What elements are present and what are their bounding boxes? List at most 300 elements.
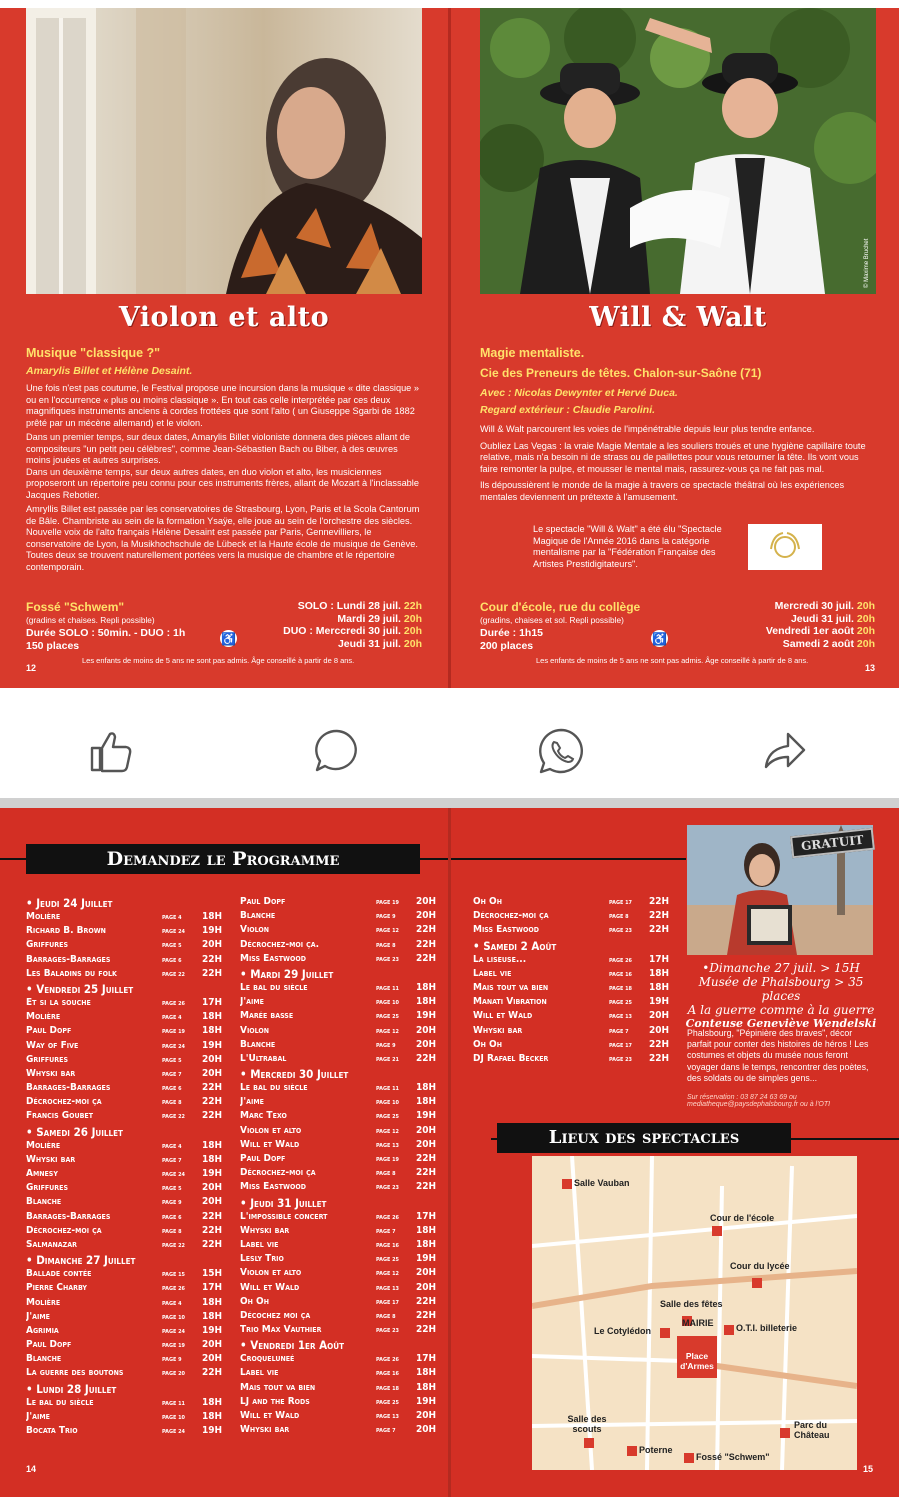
page-ref: PAGE 12 [376, 1128, 399, 1135]
show-name: Violon et alto [240, 1124, 302, 1136]
venue-marker [752, 1278, 762, 1288]
show-name: Whyski bar [26, 1067, 76, 1079]
map-label-poterne: Poterne [639, 1445, 673, 1455]
show-time: 22H [648, 1038, 669, 1050]
show-name: Will et Wald [240, 1281, 300, 1293]
page-ref: PAGE 26 [162, 1000, 185, 1007]
venue-marker [660, 1328, 670, 1338]
show-time: 22H [415, 924, 436, 936]
programme-row [240, 1010, 436, 1024]
page-ref: PAGE 4 [162, 1015, 182, 1022]
show-name: L'impossible concert [240, 1210, 328, 1222]
show-time: 20H [415, 1267, 436, 1279]
show-time: 18H [201, 1153, 222, 1165]
desc-para-1: Will & Walt parcourent les voies de l'impénétrable depuis leur plus tendre enfance. [480, 424, 815, 434]
show-name: Label vie [240, 1238, 279, 1250]
venues-map [532, 1156, 857, 1470]
show-time: 22H [201, 967, 222, 979]
page-ref: PAGE 6 [162, 1214, 182, 1221]
show-name: Francis Goubet [26, 1110, 94, 1122]
page-ref: PAGE 5 [162, 1057, 182, 1064]
page-ref: PAGE 11 [376, 1086, 399, 1093]
show-time: 22H [415, 1324, 436, 1336]
show-time: 20H [201, 1196, 222, 1208]
show-name: J'aime [240, 1096, 264, 1108]
programme-row [240, 1125, 436, 1139]
programme-row [240, 1110, 436, 1124]
top-divider [0, 798, 899, 808]
programme-row [26, 1225, 222, 1239]
programme-row [26, 1140, 222, 1154]
show-name: Will et Wald [240, 1138, 300, 1150]
programme-row [240, 1239, 436, 1253]
page-ref: PAGE 6 [162, 957, 182, 964]
programme-row [473, 968, 669, 982]
map-label-salle-fetes: Salle des fêtes [660, 1299, 723, 1309]
programme-row [473, 924, 669, 938]
programme-row [240, 910, 436, 924]
programme-row [473, 1010, 669, 1024]
show-name: Way of Five [26, 1039, 79, 1051]
show-name: Miss Eastwood [240, 952, 306, 964]
show-time: 18H [201, 1139, 222, 1151]
show-time: 19H [415, 1395, 436, 1407]
show-time: 18H [648, 967, 669, 979]
show-name: Paul Dopf [26, 1025, 72, 1037]
show-name: Miss Eastwood [473, 924, 539, 936]
promo-line4: Conteuse Geneviève Wendelski [685, 1017, 877, 1030]
show-time: 18H [201, 1310, 222, 1322]
page-ref: PAGE 20 [162, 1371, 185, 1378]
programme-column-1 [26, 896, 222, 1439]
page-ref: PAGE 12 [376, 1028, 399, 1035]
page-ref: PAGE 19 [162, 1343, 185, 1350]
programme-row [240, 1296, 436, 1310]
programme-row [26, 1311, 222, 1325]
page-ref: PAGE 4 [162, 915, 182, 921]
show-time: 19H [201, 1324, 222, 1336]
page-lieux [451, 808, 899, 1497]
show-name: Salmanazar [26, 1238, 77, 1250]
page-ref: PAGE 23 [609, 928, 632, 935]
programme-row [26, 1425, 222, 1439]
show-time: 18H [201, 1011, 222, 1023]
speech-bubble-icon [312, 726, 362, 776]
show-name: Whyski bar [26, 1153, 76, 1165]
programme-row [240, 1367, 436, 1381]
show-name: Richard B. Brown [26, 925, 106, 937]
map-label-oti: O.T.I. billeterie [736, 1323, 798, 1333]
violinist-photo [26, 8, 422, 294]
show-time: 22H [201, 1110, 222, 1122]
page-number: 15 [862, 1464, 873, 1474]
show-time: 20H [415, 910, 436, 922]
programme-row [240, 996, 436, 1010]
venue-marker [562, 1179, 572, 1189]
day-heading: • Mardi 29 Juillet [240, 966, 334, 981]
page-will-walt [451, 8, 899, 688]
show-time: 19H [415, 1110, 436, 1122]
show-name: Violon [240, 1024, 270, 1036]
promo-line1: •Dimanche 27 juil. > 15H [702, 961, 860, 975]
programme-row [26, 1211, 222, 1225]
programme-row [26, 1411, 222, 1425]
age-footnote: Les enfants de moins de 5 ans ne sont pas admis. Âge conseillé à partir de 8 ans. [82, 656, 355, 665]
page-ref: PAGE 4 [162, 1143, 182, 1150]
social-action-bar [0, 700, 899, 798]
show-name: Le bal du siècle [240, 981, 308, 993]
wheelchair-icon: ♿ [652, 631, 667, 646]
programme-column-3 [473, 896, 669, 1067]
programme-row [240, 939, 436, 953]
page-ref: PAGE 5 [162, 943, 182, 950]
show-time: 22H [415, 952, 436, 964]
show-time: 22H [648, 924, 669, 936]
page-ref: PAGE 22 [162, 971, 185, 978]
promo-line2: Musée de Phalsbourg > 35 places [698, 975, 864, 1003]
show-name: Molière [26, 1296, 61, 1308]
desc-para-2: Dans un premier temps, sur deux dates, Amarylis Billet violoniste donnera des pièces allant de compositeurs "un petit peu célèbres", comme Jean-Sébastien Bach ou Biber, à des œuvres moins jouées et autres surprises. [26, 432, 411, 465]
show-name: Lesly Trio [240, 1253, 284, 1265]
show-name: Oh Oh [473, 1038, 502, 1050]
whatsapp-icon [536, 726, 586, 776]
show-name: Les Baladins du folk [26, 967, 117, 979]
programme-row [26, 1168, 222, 1182]
page-ref: PAGE 25 [376, 1399, 399, 1406]
show-name: Blanche [240, 910, 276, 922]
day-heading: • Dimanche 27 Juillet [26, 1253, 136, 1268]
programme-row [473, 996, 669, 1010]
page-ref: PAGE 23 [376, 1328, 399, 1335]
show-time: 22H [201, 1367, 222, 1379]
programme-row [26, 1040, 222, 1054]
page-ref: PAGE 26 [376, 1214, 399, 1221]
whatsapp-button[interactable] [536, 726, 586, 776]
map-label-fosse-schwem: Fossé "Schwem" [696, 1452, 770, 1462]
page-ref: PAGE 23 [376, 1185, 399, 1192]
promo-info [683, 961, 879, 1030]
show-time: 22H [201, 953, 222, 965]
show-kicker: Musique "classique ?" [26, 346, 161, 360]
show-name: Amnesy [26, 1168, 58, 1179]
show-name: Trio Max Vauthier [240, 1324, 322, 1336]
show-dates [283, 600, 422, 650]
map-label-cour-ecole: Cour de l'école [710, 1213, 775, 1223]
show-time: 19H [648, 996, 669, 1008]
show-time: 20H [415, 896, 436, 907]
programme-row [26, 1182, 222, 1196]
page-ref: PAGE 13 [376, 1414, 399, 1420]
show-name: Décrochez-moi ça [26, 1224, 102, 1236]
show-time: 19H [201, 1168, 222, 1179]
programme-row [26, 1339, 222, 1353]
show-time: 20H [648, 1024, 669, 1036]
show-name: Barrages-Barrages [26, 1210, 111, 1222]
desc-para-4: Amryllis Billet est passée par les conservatoires de Strasbourg, Lyon, Paris et la Scola Cantorum de Bâle. Chambriste au sein de la formation Ysaÿe, elle joue au sein de l'orchestre des siècles. Nouvelle voix de l'alto français Hélène Desaint est passée par Paris, Gennevilliers, le conservatoire de Lyon, la Musikhochschule de Lübeck et la Haute école de musique de Genève. Toutes deux se trouvent naturellement portées vers la musique de chambre et le répertoire contemporain. [26, 504, 420, 572]
page-ref: PAGE 7 [376, 1228, 396, 1235]
show-name: Whyski bar [240, 1424, 290, 1436]
page-ref: PAGE 9 [162, 1357, 182, 1364]
programme-row [240, 1396, 436, 1410]
programme-row [26, 1353, 222, 1367]
programme-row [240, 1225, 436, 1239]
show-name: Et si la souche [26, 996, 91, 1008]
page-ref: PAGE 22 [162, 1242, 185, 1249]
page-ref: PAGE 25 [376, 1114, 399, 1121]
show-name: Molière [26, 1011, 61, 1023]
venue-marker [627, 1446, 637, 1456]
date-row: DUO : Merccredi 30 juil. 20h [283, 625, 422, 637]
date-row: Mercredi 30 juil. 20h [774, 600, 875, 612]
show-name: J'aime [26, 1310, 50, 1322]
show-time: 19H [201, 1039, 222, 1051]
show-cast: Avec : Nicolas Dewynter et Hervé Duca. [480, 387, 678, 399]
show-time: 20H [201, 939, 222, 951]
page-number: 13 [864, 663, 875, 673]
show-performers: Amarylis Billet et Hélène Desaint. [26, 365, 193, 377]
programme-row [240, 1025, 436, 1039]
programme-row [473, 1053, 669, 1067]
show-time: 20H [415, 1124, 436, 1136]
day-heading: • Vendredi 1er Août [240, 1338, 344, 1353]
show-name: Manati Vibration [473, 996, 547, 1008]
show-name: Will et Wald [240, 1410, 300, 1421]
show-time: 22H [201, 1210, 222, 1222]
banner-line [451, 858, 686, 860]
programme-row [473, 954, 669, 968]
show-name: Décrochez-moi ça [240, 1167, 316, 1179]
show-name: Paul Dopf [240, 896, 286, 907]
programme-row [26, 1196, 222, 1210]
page-ref: PAGE 13 [376, 1285, 399, 1292]
show-name: Griffures [26, 1053, 68, 1065]
show-time: 18H [415, 1238, 436, 1250]
show-time: 22H [415, 1167, 436, 1179]
programme-row [26, 1282, 222, 1296]
programme-row [26, 1110, 222, 1124]
map-label-parc-chateau: Parc du Château [794, 1420, 830, 1440]
page-ref: PAGE 7 [609, 1028, 629, 1035]
page-ref: PAGE 13 [376, 1142, 399, 1149]
map-label-place-armes: Place d'Armes [680, 1351, 714, 1371]
programme-row [473, 1025, 669, 1039]
page-ref: PAGE 23 [609, 1056, 632, 1063]
programme-row [26, 1025, 222, 1039]
page-ref: PAGE 22 [162, 1114, 185, 1121]
promo-reservation: Sur réservation : 03 87 24 63 69 ou mediatheque@paysdephalsbourg.fr ou à l'OTI [687, 1094, 831, 1108]
wheelchair-icon: ♿ [221, 631, 236, 646]
programme-row [26, 1054, 222, 1068]
programme-row [240, 1353, 436, 1367]
show-time: 17H [201, 1282, 222, 1294]
programme-row [240, 1053, 436, 1067]
show-time: 17H [648, 953, 669, 965]
show-time: 20H [201, 1053, 222, 1065]
like-button[interactable] [86, 726, 136, 776]
day-heading: • Vendredi 25 Juillet [26, 981, 134, 996]
show-time: 18H [415, 981, 436, 993]
programme-row [240, 1082, 436, 1096]
show-name: J'aime [26, 1410, 50, 1422]
programme-row [26, 925, 222, 939]
programme-row [240, 982, 436, 996]
map-label-cotyledon: Le Cotylédon [594, 1326, 652, 1336]
date-row: Jeudi 31 juil. 20h [337, 637, 422, 650]
programme-row [26, 939, 222, 953]
programme-row [240, 1410, 436, 1424]
page-ref: PAGE 8 [162, 1100, 182, 1107]
programme-row [240, 1424, 436, 1438]
show-name: Label vie [240, 1367, 279, 1379]
show-time: 18H [648, 981, 669, 993]
programme-row [240, 1382, 436, 1396]
page-ref: PAGE 8 [376, 942, 396, 949]
desc-para-3: Ils dépoussièrent le monde de la magie à travers ce spectacle théâtral où les expériences mentales deviennent un prétexte à l'amusement. [480, 480, 845, 502]
show-time: 20H [648, 1010, 669, 1022]
age-footnote: Les enfants de moins de 5 ans ne sont pas admis. Âge conseillé à partir de 8 ans. [536, 656, 809, 665]
page-ref: PAGE 4 [162, 1300, 182, 1307]
page-programme [0, 808, 448, 1497]
performers-photo [480, 8, 876, 294]
show-time: 18H [415, 996, 436, 1008]
programme-row [240, 1096, 436, 1110]
page-ref: PAGE 24 [162, 1328, 185, 1335]
show-time: 22H [415, 1052, 436, 1064]
show-dates [766, 600, 875, 650]
page-violon [0, 8, 448, 688]
map-label-salle-vauban: Salle Vauban [574, 1178, 630, 1188]
map-label-scouts: Salle des scouts [567, 1414, 607, 1434]
programme-row [240, 1267, 436, 1281]
page-ref: PAGE 9 [376, 914, 396, 921]
day-heading: • Lundi 28 Juillet [26, 1381, 117, 1396]
show-name: Mais tout va bien [473, 981, 549, 993]
page-ref: PAGE 15 [162, 1272, 185, 1279]
show-time: 22H [648, 1052, 669, 1064]
show-name: Whyski bar [473, 1024, 523, 1036]
show-name: Croqueluneé [240, 1353, 295, 1365]
show-director: Regard extérieur : Claudie Parolini. [480, 404, 656, 416]
show-name: Miss Eastwood [240, 1181, 306, 1193]
programme-row [26, 1068, 222, 1082]
show-time: 19H [415, 1010, 436, 1022]
show-name: Marée basse [240, 1010, 294, 1022]
date-row: SOLO : Lundi 28 juil. 22h [297, 600, 422, 612]
page-ref: PAGE 6 [162, 1086, 182, 1093]
programme-row [240, 1153, 436, 1167]
show-time: 18H [415, 1224, 436, 1236]
page-ref: PAGE 12 [376, 1271, 399, 1278]
show-time: 17H [415, 1353, 436, 1365]
show-name: Oh Oh [473, 896, 502, 907]
programme-row [26, 968, 222, 982]
page-ref: PAGE 24 [162, 1429, 185, 1435]
programme-row [26, 911, 222, 925]
show-name: LJ and the Rods [240, 1395, 310, 1407]
programme-row [240, 924, 436, 938]
show-name: Molière [26, 911, 61, 922]
programme-row [240, 1282, 436, 1296]
show-name: Décrochez-moi ça [26, 1096, 102, 1108]
show-name: Oh Oh [240, 1295, 269, 1307]
promo-line3: A la guerre comme à la guerre [687, 1003, 875, 1017]
show-name: Label vie [473, 967, 512, 979]
page-ref: PAGE 8 [162, 1228, 182, 1235]
map-label-mairie: MAIRIE [682, 1318, 714, 1328]
page-ref: PAGE 25 [376, 1014, 399, 1021]
venue-note: (gradins, chaises et sol. Repli possible) [480, 615, 624, 625]
page-ref: PAGE 8 [609, 914, 629, 921]
show-name: Le bal du siècle [240, 1082, 308, 1094]
laurel-icon [765, 529, 805, 565]
desc-para-1: Une fois n'est pas coutume, le Festival propose une incursion dans la musique « dite classique » ou en l'occurrence « plus ou moins classique ». En tout cas celle interprétée par ces deux magnifiques instruments anciens à cordes frottées que sont l'alto ( un Giuseppe Sgarbi de 1882 prêté par un mécène allemand) et le violon. [26, 383, 419, 428]
page-ref: PAGE 10 [162, 1414, 185, 1421]
places: 150 places [26, 640, 80, 652]
page-ref: PAGE 26 [162, 1286, 185, 1293]
show-time: 20H [415, 1024, 436, 1036]
day-heading: • Jeudi 24 Juillet [26, 896, 113, 910]
page-ref: PAGE 8 [376, 1313, 396, 1320]
show-name: Blanche [26, 1196, 62, 1208]
programme-row [26, 1154, 222, 1168]
page-ref: PAGE 16 [376, 1371, 399, 1378]
share-button[interactable] [760, 726, 810, 776]
duration: Durée SOLO : 50min. - DUO : 1h [26, 627, 186, 639]
show-name: Mais tout va bien [240, 1381, 316, 1393]
page-ref: PAGE 24 [162, 929, 185, 936]
page-ref: PAGE 13 [609, 1014, 632, 1021]
photo-credit: © Maxime Bruchet [864, 238, 870, 288]
page-ref: PAGE 16 [609, 971, 632, 978]
show-time: 18H [415, 1367, 436, 1379]
show-name: Blanche [240, 1038, 276, 1050]
show-name: Griffures [26, 939, 68, 951]
venue-name: Fossé "Schwem" [26, 600, 125, 614]
date-row: Mardi 29 juil. 20h [337, 612, 422, 625]
show-name: Whyski bar [240, 1224, 290, 1236]
programme-row [240, 1139, 436, 1153]
show-time: 22H [415, 938, 436, 950]
page-ref: PAGE 8 [376, 1171, 396, 1178]
programme-row [240, 1167, 436, 1181]
page-ref: PAGE 24 [162, 1172, 185, 1178]
show-time: 22H [415, 1153, 436, 1164]
lieux-title: Lieux des spectacles [497, 1123, 791, 1153]
show-time: 20H [415, 1410, 436, 1421]
page-number: 14 [26, 1464, 37, 1474]
show-name: Paul Dopf [26, 1339, 72, 1351]
page-ref: PAGE 19 [376, 1157, 399, 1163]
show-time: 20H [201, 1353, 222, 1365]
comment-button[interactable] [312, 726, 362, 776]
desc-para-2: Oubliez Las Vegas : la vraie Magie Mentale a les souliers troués et une hygiène capillaire toute relative, mais n'a besoin ni de strass ou de paillettes pour vous retourner la tête. Ils vont vous faire remonter la pulpe, et mousser le mental mais, rassurez-vous ça ne fait pas mal. [480, 440, 866, 474]
page-ref: PAGE 10 [162, 1314, 185, 1321]
programme-row [26, 1397, 222, 1411]
show-name: Barrages-Barrages [26, 953, 111, 965]
show-time: 18H [201, 911, 222, 922]
day-heading: • Mercredi 30 Juillet [240, 1067, 349, 1082]
page-ref: PAGE 7 [162, 1071, 182, 1078]
programme-row [240, 1181, 436, 1195]
page-ref: PAGE 11 [162, 1400, 185, 1407]
show-name: Décochez moi ça [240, 1309, 311, 1321]
programme-row [473, 896, 669, 910]
programme-row [26, 997, 222, 1011]
show-name: J'aime [240, 996, 264, 1008]
date-row: Jeudi 31 juil. 20h [790, 612, 875, 625]
page-ref: PAGE 18 [376, 1385, 399, 1392]
show-time: 22H [201, 1096, 222, 1108]
